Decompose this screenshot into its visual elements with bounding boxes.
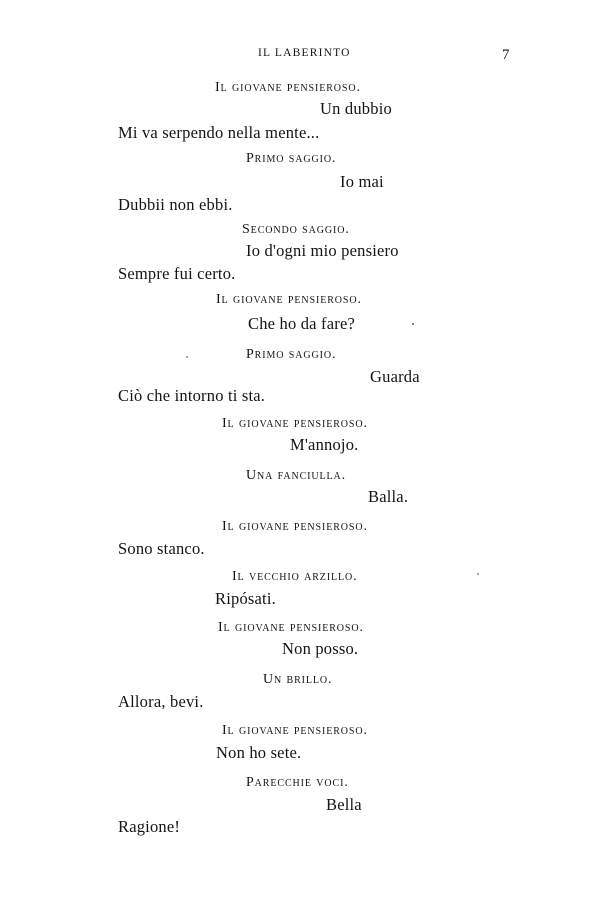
verse-line: Un dubbio bbox=[320, 99, 392, 118]
speaker-label: Primo saggio. bbox=[246, 151, 337, 166]
paper-speck bbox=[477, 573, 479, 575]
verse-line: Che ho da fare? bbox=[248, 314, 355, 333]
speaker-label: Secondo saggio. bbox=[242, 222, 350, 237]
running-header-title: IL LABERINTO bbox=[258, 47, 351, 59]
verse-line: M'annojo. bbox=[290, 435, 359, 454]
verse-line: Io d'ogni mio pensiero bbox=[246, 241, 399, 260]
verse-line: Ragione! bbox=[118, 817, 181, 836]
speaker-label: Parecchie voci. bbox=[246, 775, 349, 790]
verse-line: Io mai bbox=[340, 172, 384, 191]
verse-line: Sempre fui certo. bbox=[118, 264, 236, 283]
verse-line: Balla. bbox=[368, 487, 409, 506]
speaker-label: Il giovane pensieroso. bbox=[222, 416, 368, 431]
speaker-label: Primo saggio. bbox=[246, 347, 337, 362]
speaker-label: Il giovane pensieroso. bbox=[215, 80, 361, 95]
speaker-label: Il giovane pensieroso. bbox=[222, 519, 368, 534]
verse-line: Dubbii non ebbi. bbox=[118, 195, 233, 214]
verse-line: Mi va serpendo nella mente... bbox=[118, 123, 320, 142]
verse-line: Sono stanco. bbox=[118, 539, 205, 558]
verse-line: Non ho sete. bbox=[216, 743, 302, 762]
verse-line: Non posso. bbox=[282, 639, 359, 658]
speaker-label: Il vecchio arzillo. bbox=[232, 569, 358, 584]
verse-line: Ripósati. bbox=[215, 589, 276, 608]
page-number: 7 bbox=[502, 47, 510, 63]
verse-line: Guarda bbox=[370, 367, 420, 386]
speaker-label: Il giovane pensieroso. bbox=[218, 620, 364, 635]
speaker-label: Il giovane pensieroso. bbox=[222, 723, 368, 738]
speaker-label: Una fanciulla. bbox=[246, 468, 347, 483]
verse-line: Allora, bevi. bbox=[118, 692, 204, 711]
verse-line: Ciò che intorno ti sta. bbox=[118, 386, 266, 405]
verse-line: Bella bbox=[326, 795, 362, 814]
speaker-label: Il giovane pensieroso. bbox=[216, 292, 362, 307]
speaker-label: Un brillo. bbox=[263, 672, 333, 687]
paper-speck bbox=[186, 356, 188, 358]
paper-speck bbox=[412, 323, 414, 325]
